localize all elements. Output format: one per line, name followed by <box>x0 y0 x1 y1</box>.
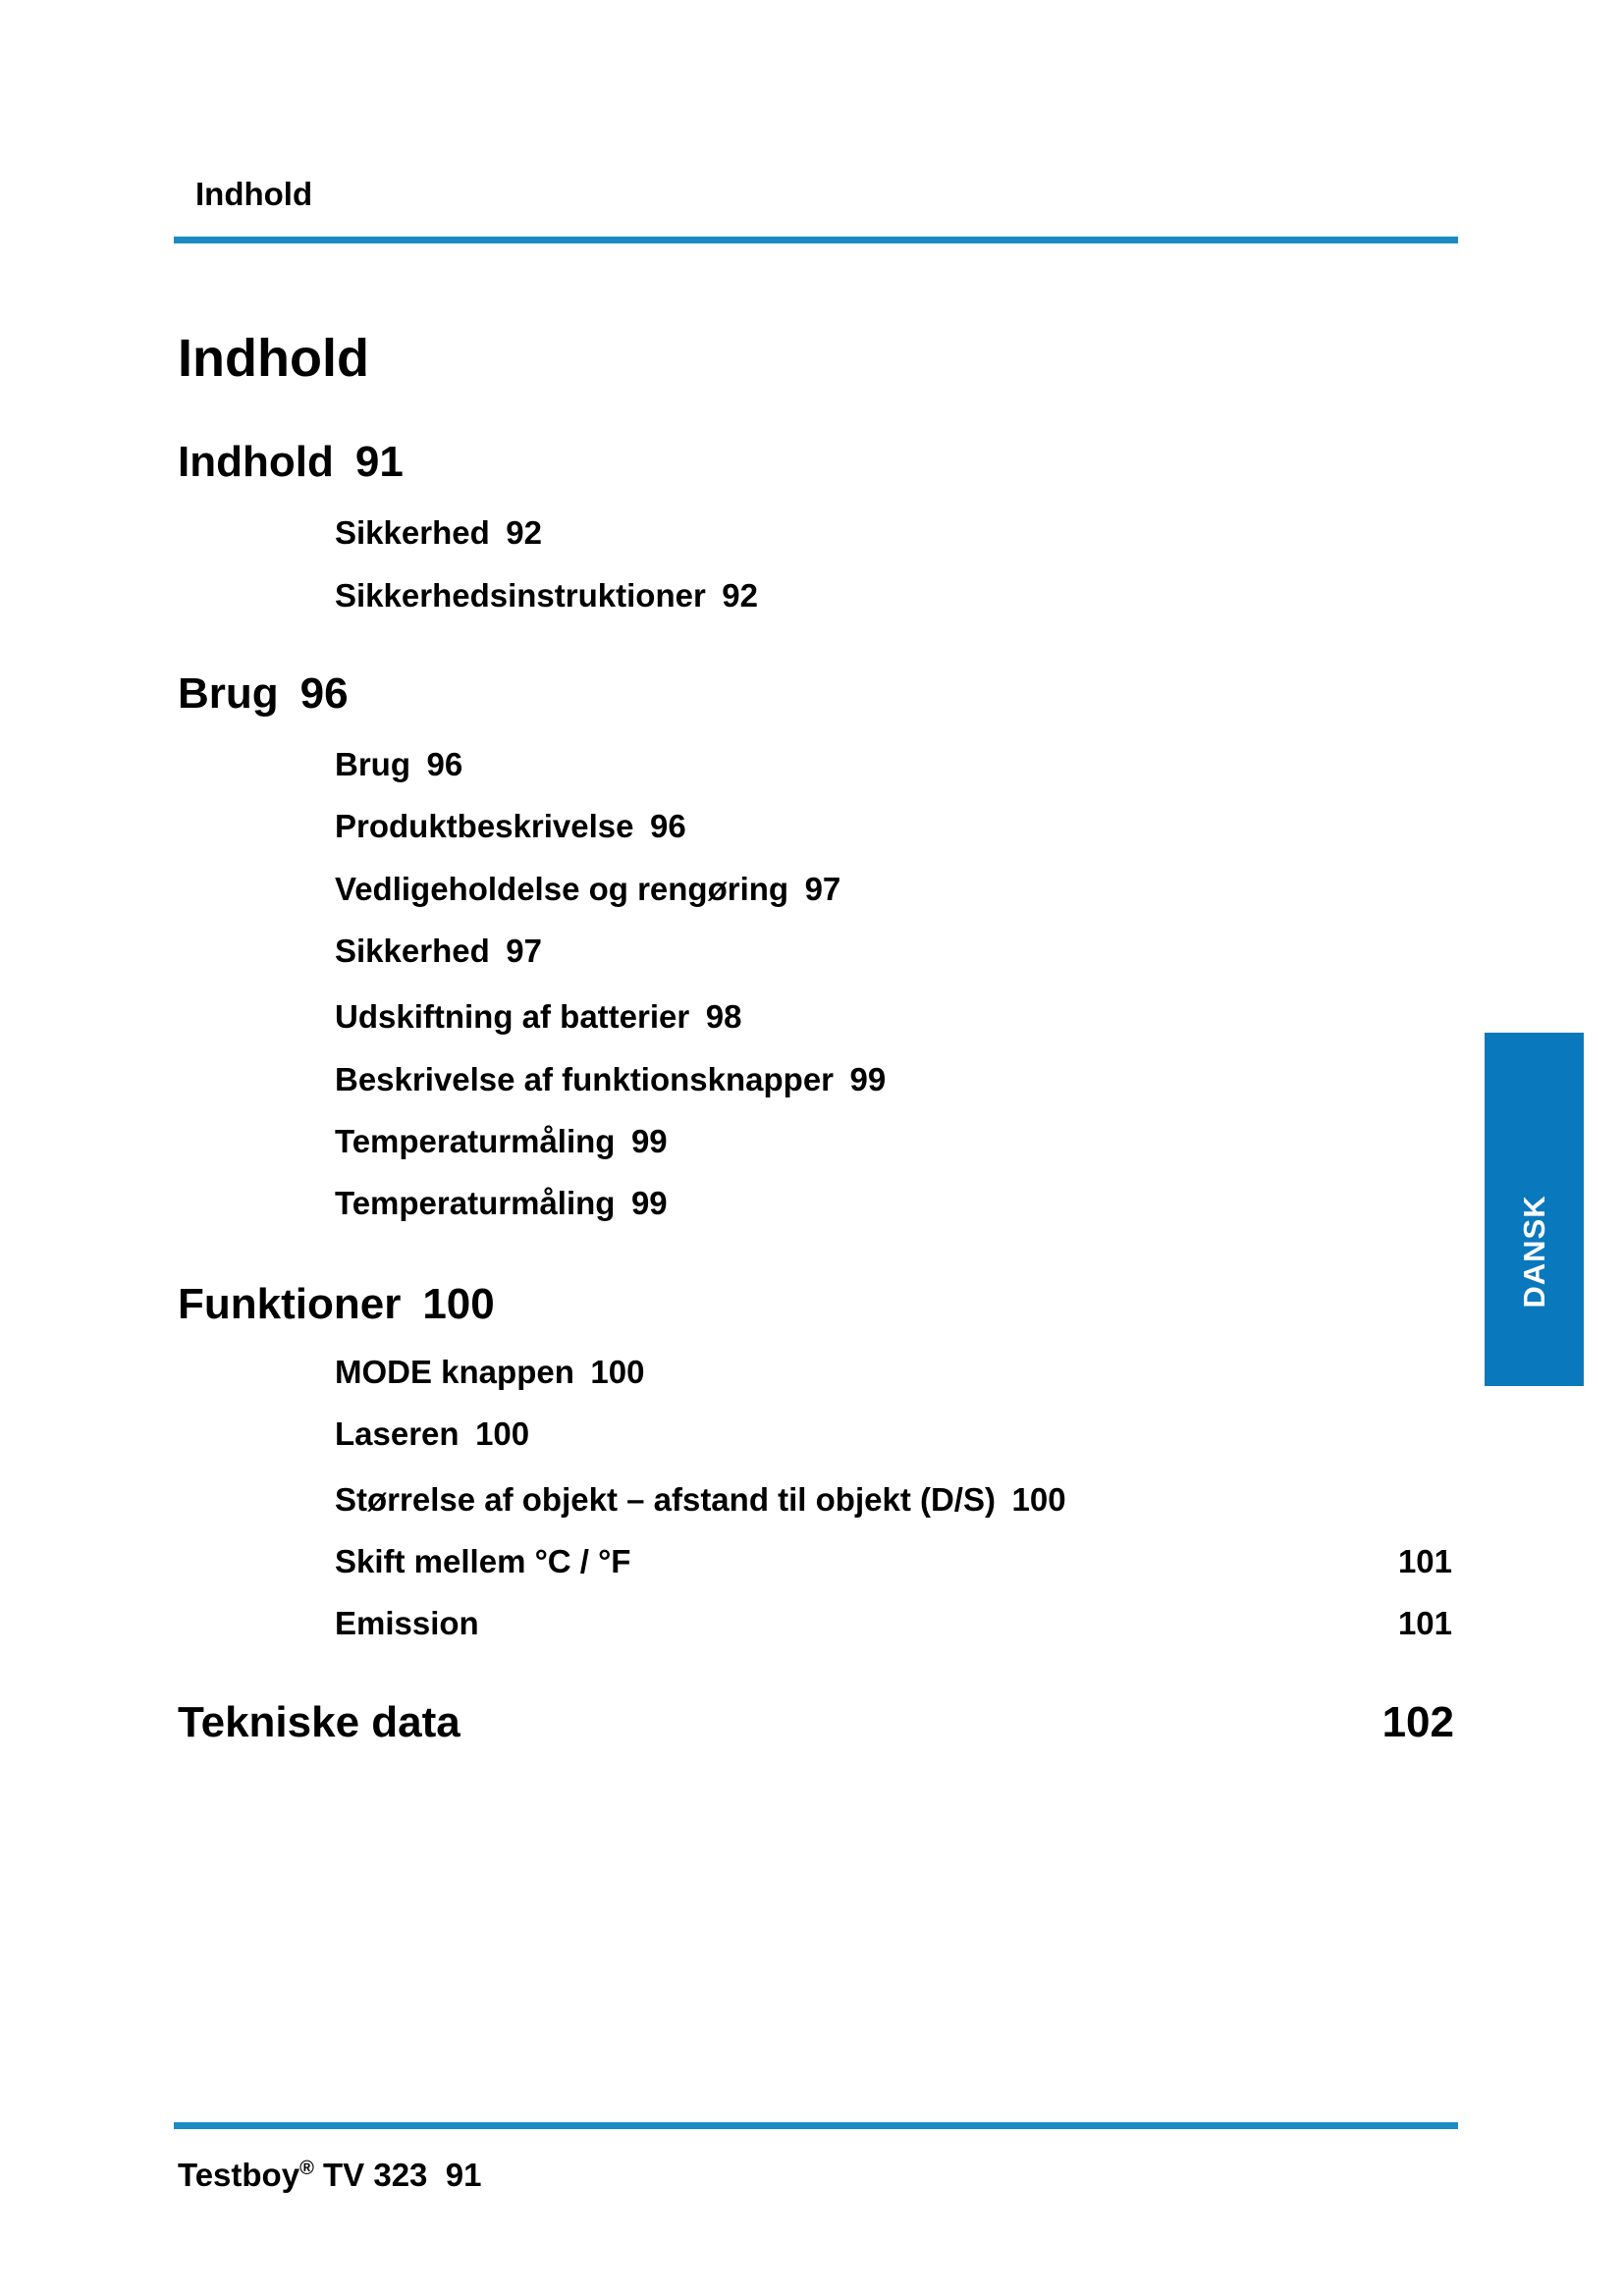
toc-title: Emission <box>335 1605 479 1641</box>
toc-page-number: 91 <box>354 438 404 486</box>
toc-title: Beskrivelse af funktionsknapper <box>335 1061 835 1097</box>
toc-page-number: 96 <box>426 746 463 782</box>
toc-title: Sikkerhed <box>335 514 490 551</box>
footer-page-number: 91 <box>445 2157 482 2193</box>
footer-model: TV 323 <box>323 2157 428 2193</box>
toc-page-number: 100 <box>590 1354 645 1390</box>
toc-page-number: 101 <box>1397 1543 1452 1579</box>
language-tab <box>1485 1033 1584 1386</box>
toc-page-number: 100 <box>1011 1481 1066 1518</box>
toc-title: Temperaturmåling <box>335 1123 616 1159</box>
toc-page-number: 100 <box>422 1280 495 1328</box>
toc-title: Skift mellem °C / °F <box>335 1543 631 1579</box>
toc-title: Funktioner <box>178 1280 402 1328</box>
toc-title: Udskiftning af batterier <box>335 998 690 1035</box>
toc-title: Brug <box>335 746 410 782</box>
toc-title: MODE knappen <box>335 1354 574 1390</box>
toc-page-number: 101 <box>1397 1605 1452 1641</box>
toc-section-brug[interactable] <box>178 668 349 720</box>
toc-section-indhold[interactable] <box>178 437 404 488</box>
toc-page-number: 99 <box>849 1061 887 1097</box>
toc-entry-mode-knappen[interactable] <box>335 1353 644 1392</box>
toc-title: Laseren <box>335 1415 460 1452</box>
toc-page-number: 99 <box>630 1185 668 1221</box>
toc-entry-skift-enhed[interactable] <box>335 1542 1452 1581</box>
toc-entry-brug[interactable] <box>335 745 462 784</box>
toc-title: Tekniske data <box>178 1698 460 1746</box>
toc-page-number: 102 <box>1381 1698 1454 1746</box>
toc-entry-funktionsknapper[interactable] <box>335 1060 886 1099</box>
toc-page-number: 97 <box>506 933 542 969</box>
toc-page-number: 99 <box>630 1123 668 1159</box>
toc-entry-sikkerhed-2[interactable] <box>335 932 542 971</box>
toc-page-number: 100 <box>475 1415 530 1452</box>
toc-page-number: 92 <box>722 577 759 614</box>
toc-page-number: 92 <box>506 514 542 551</box>
toc-page-number: 98 <box>705 998 742 1035</box>
footer-brand: Testboy <box>178 2157 300 2193</box>
page-footer <box>178 2156 481 2195</box>
toc-entry-emission[interactable] <box>335 1604 1452 1643</box>
toc-entry-vedligeholdelse[interactable] <box>335 870 840 909</box>
toc-entry-temperaturmaaling-2[interactable] <box>335 1184 668 1223</box>
toc-entry-objekt-storrelse[interactable] <box>335 1480 1066 1520</box>
toc-title: Sikkerhedsinstruktioner <box>335 577 706 614</box>
toc-entry-sikkerhed[interactable] <box>335 513 542 553</box>
toc-entry-laseren[interactable] <box>335 1415 529 1454</box>
toc-title: Vedligeholdelse og rengøring <box>335 871 789 907</box>
toc-title: Sikkerhed <box>335 933 490 969</box>
footer-rule <box>174 2122 1458 2129</box>
toc-page-number: 96 <box>649 808 686 844</box>
toc-page-number: 97 <box>804 871 841 907</box>
toc-title: Størrelse af objekt – afstand til objekt (D/S) <box>335 1481 996 1518</box>
toc-entry-produktbeskrivelse[interactable] <box>335 807 686 846</box>
toc-entry-udskiftning[interactable] <box>335 997 741 1037</box>
page-title: Indhold <box>178 329 369 388</box>
toc-page-number: 96 <box>299 669 349 718</box>
toc-title: Indhold <box>178 438 334 486</box>
language-tab-label: DANSK <box>1516 1195 1551 1308</box>
toc-title: Temperaturmåling <box>335 1185 616 1221</box>
toc-entry-sikkerhedsinstruktioner[interactable] <box>335 576 758 615</box>
toc-title: Brug <box>178 669 279 718</box>
toc-section-funktioner[interactable] <box>178 1279 495 1330</box>
registered-mark: ® <box>299 2158 314 2179</box>
running-header: Indhold <box>195 176 313 212</box>
toc-title: Produktbeskrivelse <box>335 808 634 844</box>
toc-entry-temperaturmaaling[interactable] <box>335 1122 668 1161</box>
toc-section-tekniske-data[interactable] <box>178 1697 1454 1748</box>
